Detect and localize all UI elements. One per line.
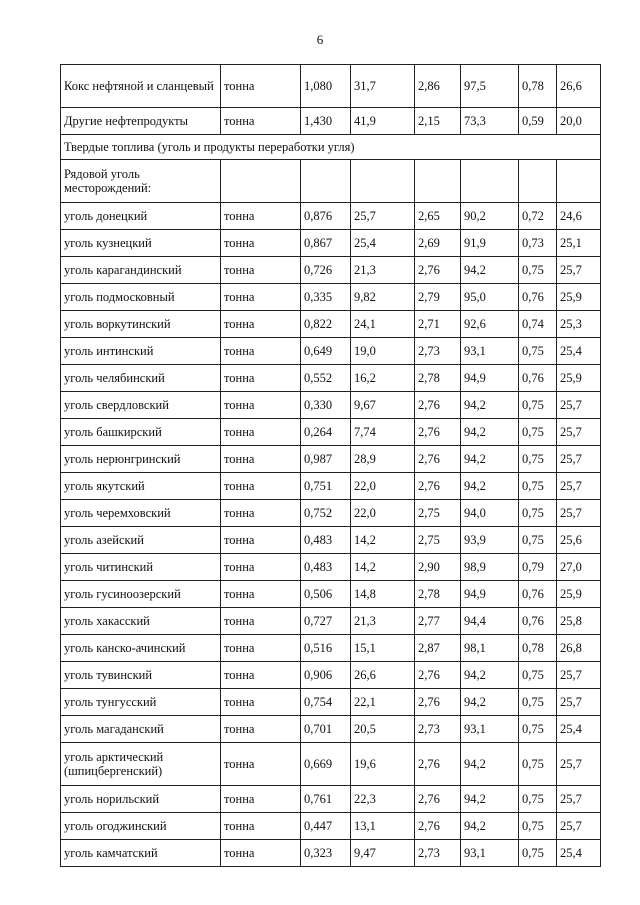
table-row xyxy=(61,581,601,608)
value-cell-v1: 0,726 xyxy=(301,257,351,284)
value-cell-v1: 1,080 xyxy=(301,65,351,108)
value-cell-v4: 98,9 xyxy=(461,554,519,581)
fuel-name-cell: уголь магаданский xyxy=(61,716,221,743)
value-cell-v4: 94,2 xyxy=(461,419,519,446)
value-cell-v3: 2,73 xyxy=(415,840,461,867)
table-row xyxy=(61,527,601,554)
unit-cell: тонна xyxy=(221,689,301,716)
value-cell-v6: 24,6 xyxy=(557,203,601,230)
page-number: 6 xyxy=(316,32,324,47)
value-cell-v4: 90,2 xyxy=(461,203,519,230)
table-row xyxy=(61,311,601,338)
value-cell-v6: 25,1 xyxy=(557,230,601,257)
table-row xyxy=(61,392,601,419)
value-cell-v4: 93,1 xyxy=(461,840,519,867)
value-cell-v5: 0,75 xyxy=(519,813,557,840)
value-cell-v2: 21,3 xyxy=(351,257,415,284)
value-cell-v4: 94,2 xyxy=(461,446,519,473)
value-cell-v3 xyxy=(415,160,461,203)
value-cell-v6: 25,4 xyxy=(557,338,601,365)
value-cell-v4: 97,5 xyxy=(461,65,519,108)
value-cell-v3: 2,75 xyxy=(415,527,461,554)
table-row xyxy=(61,840,601,867)
value-cell-v4: 73,3 xyxy=(461,108,519,135)
value-cell-v1: 0,483 xyxy=(301,527,351,554)
value-cell-v3: 2,15 xyxy=(415,108,461,135)
value-cell-v2: 22,3 xyxy=(351,786,415,813)
value-cell-v6: 25,7 xyxy=(557,689,601,716)
value-cell-v4: 94,2 xyxy=(461,392,519,419)
value-cell-v6: 25,7 xyxy=(557,500,601,527)
table-row xyxy=(61,554,601,581)
value-cell-v4: 94,4 xyxy=(461,608,519,635)
value-cell-v4: 94,2 xyxy=(461,662,519,689)
table-row xyxy=(61,743,601,786)
value-cell-v6: 25,9 xyxy=(557,581,601,608)
value-cell-v2: 9,47 xyxy=(351,840,415,867)
value-cell-v5: 0,75 xyxy=(519,473,557,500)
value-cell-v2: 13,1 xyxy=(351,813,415,840)
value-cell-v4: 94,2 xyxy=(461,813,519,840)
fuel-coefficients-table xyxy=(60,64,601,867)
value-cell-v3: 2,76 xyxy=(415,446,461,473)
value-cell-v5: 0,75 xyxy=(519,257,557,284)
fuel-name-cell: уголь хакасский xyxy=(61,608,221,635)
unit-cell: тонна xyxy=(221,365,301,392)
fuel-name-cell: Кокс нефтяной и сланцевый xyxy=(61,65,221,108)
table-row xyxy=(61,230,601,257)
value-cell-v5: 0,75 xyxy=(519,338,557,365)
value-cell-v3: 2,76 xyxy=(415,743,461,786)
value-cell-v3: 2,73 xyxy=(415,338,461,365)
value-cell-v3: 2,78 xyxy=(415,581,461,608)
value-cell-v4: 94,2 xyxy=(461,689,519,716)
value-cell-v6: 25,7 xyxy=(557,257,601,284)
fuel-name-cell: уголь свердловский xyxy=(61,392,221,419)
value-cell-v2: 16,2 xyxy=(351,365,415,392)
value-cell-v1: 0,516 xyxy=(301,635,351,662)
value-cell-v2: 21,3 xyxy=(351,608,415,635)
fuel-name-cell: уголь интинский xyxy=(61,338,221,365)
value-cell-v5: 0,75 xyxy=(519,446,557,473)
value-cell-v5: 0,75 xyxy=(519,662,557,689)
unit-cell: тонна xyxy=(221,813,301,840)
value-cell-v6: 25,7 xyxy=(557,473,601,500)
fuel-name-cell: уголь норильский xyxy=(61,786,221,813)
value-cell-v6: 25,3 xyxy=(557,311,601,338)
fuel-name-cell: уголь нерюнгринский xyxy=(61,446,221,473)
value-cell-v3: 2,76 xyxy=(415,257,461,284)
value-cell-v5 xyxy=(519,160,557,203)
value-cell-v6: 25,7 xyxy=(557,786,601,813)
unit-cell: тонна xyxy=(221,392,301,419)
value-cell-v6: 25,7 xyxy=(557,446,601,473)
value-cell-v4: 94,2 xyxy=(461,257,519,284)
table-row xyxy=(61,473,601,500)
value-cell-v1: 0,754 xyxy=(301,689,351,716)
table-row xyxy=(61,608,601,635)
value-cell-v5: 0,75 xyxy=(519,392,557,419)
value-cell-v3: 2,71 xyxy=(415,311,461,338)
table-row xyxy=(61,160,601,203)
value-cell-v5: 0,73 xyxy=(519,230,557,257)
value-cell-v1: 0,335 xyxy=(301,284,351,311)
unit-cell: тонна xyxy=(221,635,301,662)
unit-cell: тонна xyxy=(221,662,301,689)
value-cell-v6: 25,8 xyxy=(557,608,601,635)
table-row xyxy=(61,419,601,446)
value-cell-v6: 25,7 xyxy=(557,813,601,840)
value-cell-v2: 25,7 xyxy=(351,203,415,230)
value-cell-v1: 0,751 xyxy=(301,473,351,500)
value-cell-v5: 0,76 xyxy=(519,365,557,392)
fuel-name-cell: уголь кузнецкий xyxy=(61,230,221,257)
value-cell-v2: 25,4 xyxy=(351,230,415,257)
value-cell-v6: 25,6 xyxy=(557,527,601,554)
unit-cell: тонна xyxy=(221,608,301,635)
table-row xyxy=(61,365,601,392)
value-cell-v3: 2,76 xyxy=(415,689,461,716)
unit-cell: тонна xyxy=(221,257,301,284)
value-cell-v1: 0,483 xyxy=(301,554,351,581)
unit-cell: тонна xyxy=(221,473,301,500)
value-cell-v3: 2,76 xyxy=(415,419,461,446)
value-cell-v6: 25,7 xyxy=(557,392,601,419)
fuel-name-cell: уголь огоджинский xyxy=(61,813,221,840)
value-cell-v6: 25,4 xyxy=(557,716,601,743)
unit-cell: тонна xyxy=(221,230,301,257)
fuel-name-cell: уголь читинский xyxy=(61,554,221,581)
value-cell-v5: 0,75 xyxy=(519,716,557,743)
value-cell-v2: 14,2 xyxy=(351,554,415,581)
unit-cell: тонна xyxy=(221,446,301,473)
table-row xyxy=(61,635,601,662)
value-cell-v4: 94,2 xyxy=(461,473,519,500)
value-cell-v2: 24,1 xyxy=(351,311,415,338)
value-cell-v3: 2,76 xyxy=(415,473,461,500)
value-cell-v4: 98,1 xyxy=(461,635,519,662)
unit-cell: тонна xyxy=(221,527,301,554)
value-cell-v6: 25,9 xyxy=(557,284,601,311)
fuel-name-cell: уголь подмосковный xyxy=(61,284,221,311)
value-cell-v3: 2,69 xyxy=(415,230,461,257)
unit-cell: тонна xyxy=(221,284,301,311)
section-row xyxy=(61,135,601,160)
fuel-name-cell: уголь камчатский xyxy=(61,840,221,867)
table-row xyxy=(61,689,601,716)
fuel-name-cell: уголь арктический (шпицбергенский) xyxy=(61,743,221,786)
value-cell-v2: 28,9 xyxy=(351,446,415,473)
value-cell-v1 xyxy=(301,160,351,203)
value-cell-v6: 20,0 xyxy=(557,108,601,135)
value-cell-v2: 15,1 xyxy=(351,635,415,662)
fuel-name-cell: Другие нефтепродукты xyxy=(61,108,221,135)
value-cell-v5: 0,75 xyxy=(519,743,557,786)
table-row xyxy=(61,716,601,743)
value-cell-v5: 0,78 xyxy=(519,65,557,108)
unit-cell: тонна xyxy=(221,311,301,338)
table-body xyxy=(61,65,601,867)
value-cell-v3: 2,86 xyxy=(415,65,461,108)
value-cell-v3: 2,78 xyxy=(415,365,461,392)
table-row xyxy=(61,65,601,108)
value-cell-v1: 0,822 xyxy=(301,311,351,338)
value-cell-v2: 19,6 xyxy=(351,743,415,786)
unit-cell: тонна xyxy=(221,65,301,108)
table-row xyxy=(61,500,601,527)
value-cell-v3: 2,90 xyxy=(415,554,461,581)
value-cell-v4: 94,2 xyxy=(461,786,519,813)
value-cell-v4: 91,9 xyxy=(461,230,519,257)
fuel-name-cell: уголь донецкий xyxy=(61,203,221,230)
value-cell-v2: 22,1 xyxy=(351,689,415,716)
value-cell-v3: 2,77 xyxy=(415,608,461,635)
table-row xyxy=(61,203,601,230)
value-cell-v2 xyxy=(351,160,415,203)
value-cell-v1: 0,752 xyxy=(301,500,351,527)
unit-cell: тонна xyxy=(221,716,301,743)
value-cell-v3: 2,76 xyxy=(415,662,461,689)
fuel-name-cell: уголь тувинский xyxy=(61,662,221,689)
fuel-name-cell: уголь канско-ачинский xyxy=(61,635,221,662)
value-cell-v6: 26,6 xyxy=(557,65,601,108)
unit-cell: тонна xyxy=(221,108,301,135)
value-cell-v5: 0,75 xyxy=(519,840,557,867)
value-cell-v6: 25,9 xyxy=(557,365,601,392)
value-cell-v3: 2,76 xyxy=(415,392,461,419)
value-cell-v5: 0,72 xyxy=(519,203,557,230)
value-cell-v4: 92,6 xyxy=(461,311,519,338)
value-cell-v1: 0,669 xyxy=(301,743,351,786)
fuel-name-cell: уголь гусиноозерский xyxy=(61,581,221,608)
value-cell-v4 xyxy=(461,160,519,203)
value-cell-v1: 0,987 xyxy=(301,446,351,473)
value-cell-v6: 27,0 xyxy=(557,554,601,581)
table-row xyxy=(61,446,601,473)
value-cell-v6 xyxy=(557,160,601,203)
unit-cell: тонна xyxy=(221,419,301,446)
unit-cell: тонна xyxy=(221,500,301,527)
value-cell-v5: 0,79 xyxy=(519,554,557,581)
value-cell-v4: 93,9 xyxy=(461,527,519,554)
value-cell-v5: 0,75 xyxy=(519,786,557,813)
value-cell-v2: 31,7 xyxy=(351,65,415,108)
unit-cell: тонна xyxy=(221,743,301,786)
table-row xyxy=(61,786,601,813)
value-cell-v6: 25,7 xyxy=(557,419,601,446)
value-cell-v4: 94,9 xyxy=(461,581,519,608)
value-cell-v3: 2,73 xyxy=(415,716,461,743)
unit-cell: тонна xyxy=(221,786,301,813)
value-cell-v1: 0,867 xyxy=(301,230,351,257)
value-cell-v1: 0,906 xyxy=(301,662,351,689)
value-cell-v2: 41,9 xyxy=(351,108,415,135)
value-cell-v4: 93,1 xyxy=(461,716,519,743)
value-cell-v1: 0,761 xyxy=(301,786,351,813)
fuel-name-cell: Рядовой уголь месторождений: xyxy=(61,160,221,203)
value-cell-v4: 94,9 xyxy=(461,365,519,392)
value-cell-v2: 19,0 xyxy=(351,338,415,365)
value-cell-v1: 0,649 xyxy=(301,338,351,365)
table-row xyxy=(61,338,601,365)
fuel-name-cell: уголь башкирский xyxy=(61,419,221,446)
value-cell-v5: 0,75 xyxy=(519,689,557,716)
value-cell-v5: 0,59 xyxy=(519,108,557,135)
value-cell-v1: 0,876 xyxy=(301,203,351,230)
value-cell-v2: 20,5 xyxy=(351,716,415,743)
value-cell-v1: 0,552 xyxy=(301,365,351,392)
value-cell-v2: 9,82 xyxy=(351,284,415,311)
value-cell-v1: 0,323 xyxy=(301,840,351,867)
table-row xyxy=(61,108,601,135)
value-cell-v4: 94,0 xyxy=(461,500,519,527)
value-cell-v5: 0,75 xyxy=(519,500,557,527)
value-cell-v2: 9,67 xyxy=(351,392,415,419)
value-cell-v6: 25,7 xyxy=(557,662,601,689)
value-cell-v1: 0,506 xyxy=(301,581,351,608)
value-cell-v5: 0,76 xyxy=(519,581,557,608)
unit-cell: тонна xyxy=(221,338,301,365)
value-cell-v3: 2,76 xyxy=(415,786,461,813)
fuel-name-cell: уголь азейский xyxy=(61,527,221,554)
value-cell-v5: 0,74 xyxy=(519,311,557,338)
value-cell-v2: 7,74 xyxy=(351,419,415,446)
value-cell-v5: 0,75 xyxy=(519,527,557,554)
value-cell-v1: 1,430 xyxy=(301,108,351,135)
fuel-name-cell: уголь челябинский xyxy=(61,365,221,392)
value-cell-v4: 94,2 xyxy=(461,743,519,786)
fuel-name-cell: уголь карагандинский xyxy=(61,257,221,284)
value-cell-v5: 0,76 xyxy=(519,284,557,311)
unit-cell: тонна xyxy=(221,840,301,867)
value-cell-v1: 0,330 xyxy=(301,392,351,419)
table-row xyxy=(61,257,601,284)
value-cell-v3: 2,87 xyxy=(415,635,461,662)
value-cell-v2: 14,8 xyxy=(351,581,415,608)
fuel-name-cell: уголь воркутинский xyxy=(61,311,221,338)
fuel-name-cell: уголь черемховский xyxy=(61,500,221,527)
value-cell-v1: 0,264 xyxy=(301,419,351,446)
section-title: Твердые топлива (уголь и продукты переработки угля) xyxy=(61,135,601,160)
fuel-name-cell: уголь якутский xyxy=(61,473,221,500)
value-cell-v3: 2,65 xyxy=(415,203,461,230)
value-cell-v5: 0,75 xyxy=(519,419,557,446)
value-cell-v4: 95,0 xyxy=(461,284,519,311)
value-cell-v6: 26,8 xyxy=(557,635,601,662)
unit-cell: тонна xyxy=(221,203,301,230)
value-cell-v5: 0,76 xyxy=(519,608,557,635)
value-cell-v6: 25,4 xyxy=(557,840,601,867)
table-row xyxy=(61,813,601,840)
value-cell-v2: 14,2 xyxy=(351,527,415,554)
value-cell-v2: 22,0 xyxy=(351,473,415,500)
fuel-name-cell: уголь тунгусский xyxy=(61,689,221,716)
value-cell-v3: 2,76 xyxy=(415,813,461,840)
value-cell-v6: 25,7 xyxy=(557,743,601,786)
value-cell-v3: 2,79 xyxy=(415,284,461,311)
unit-cell xyxy=(221,160,301,203)
value-cell-v1: 0,727 xyxy=(301,608,351,635)
value-cell-v3: 2,75 xyxy=(415,500,461,527)
table-row xyxy=(61,284,601,311)
value-cell-v1: 0,701 xyxy=(301,716,351,743)
unit-cell: тонна xyxy=(221,581,301,608)
value-cell-v5: 0,78 xyxy=(519,635,557,662)
value-cell-v1: 0,447 xyxy=(301,813,351,840)
unit-cell: тонна xyxy=(221,554,301,581)
value-cell-v2: 26,6 xyxy=(351,662,415,689)
value-cell-v4: 93,1 xyxy=(461,338,519,365)
value-cell-v2: 22,0 xyxy=(351,500,415,527)
table-row xyxy=(61,662,601,689)
